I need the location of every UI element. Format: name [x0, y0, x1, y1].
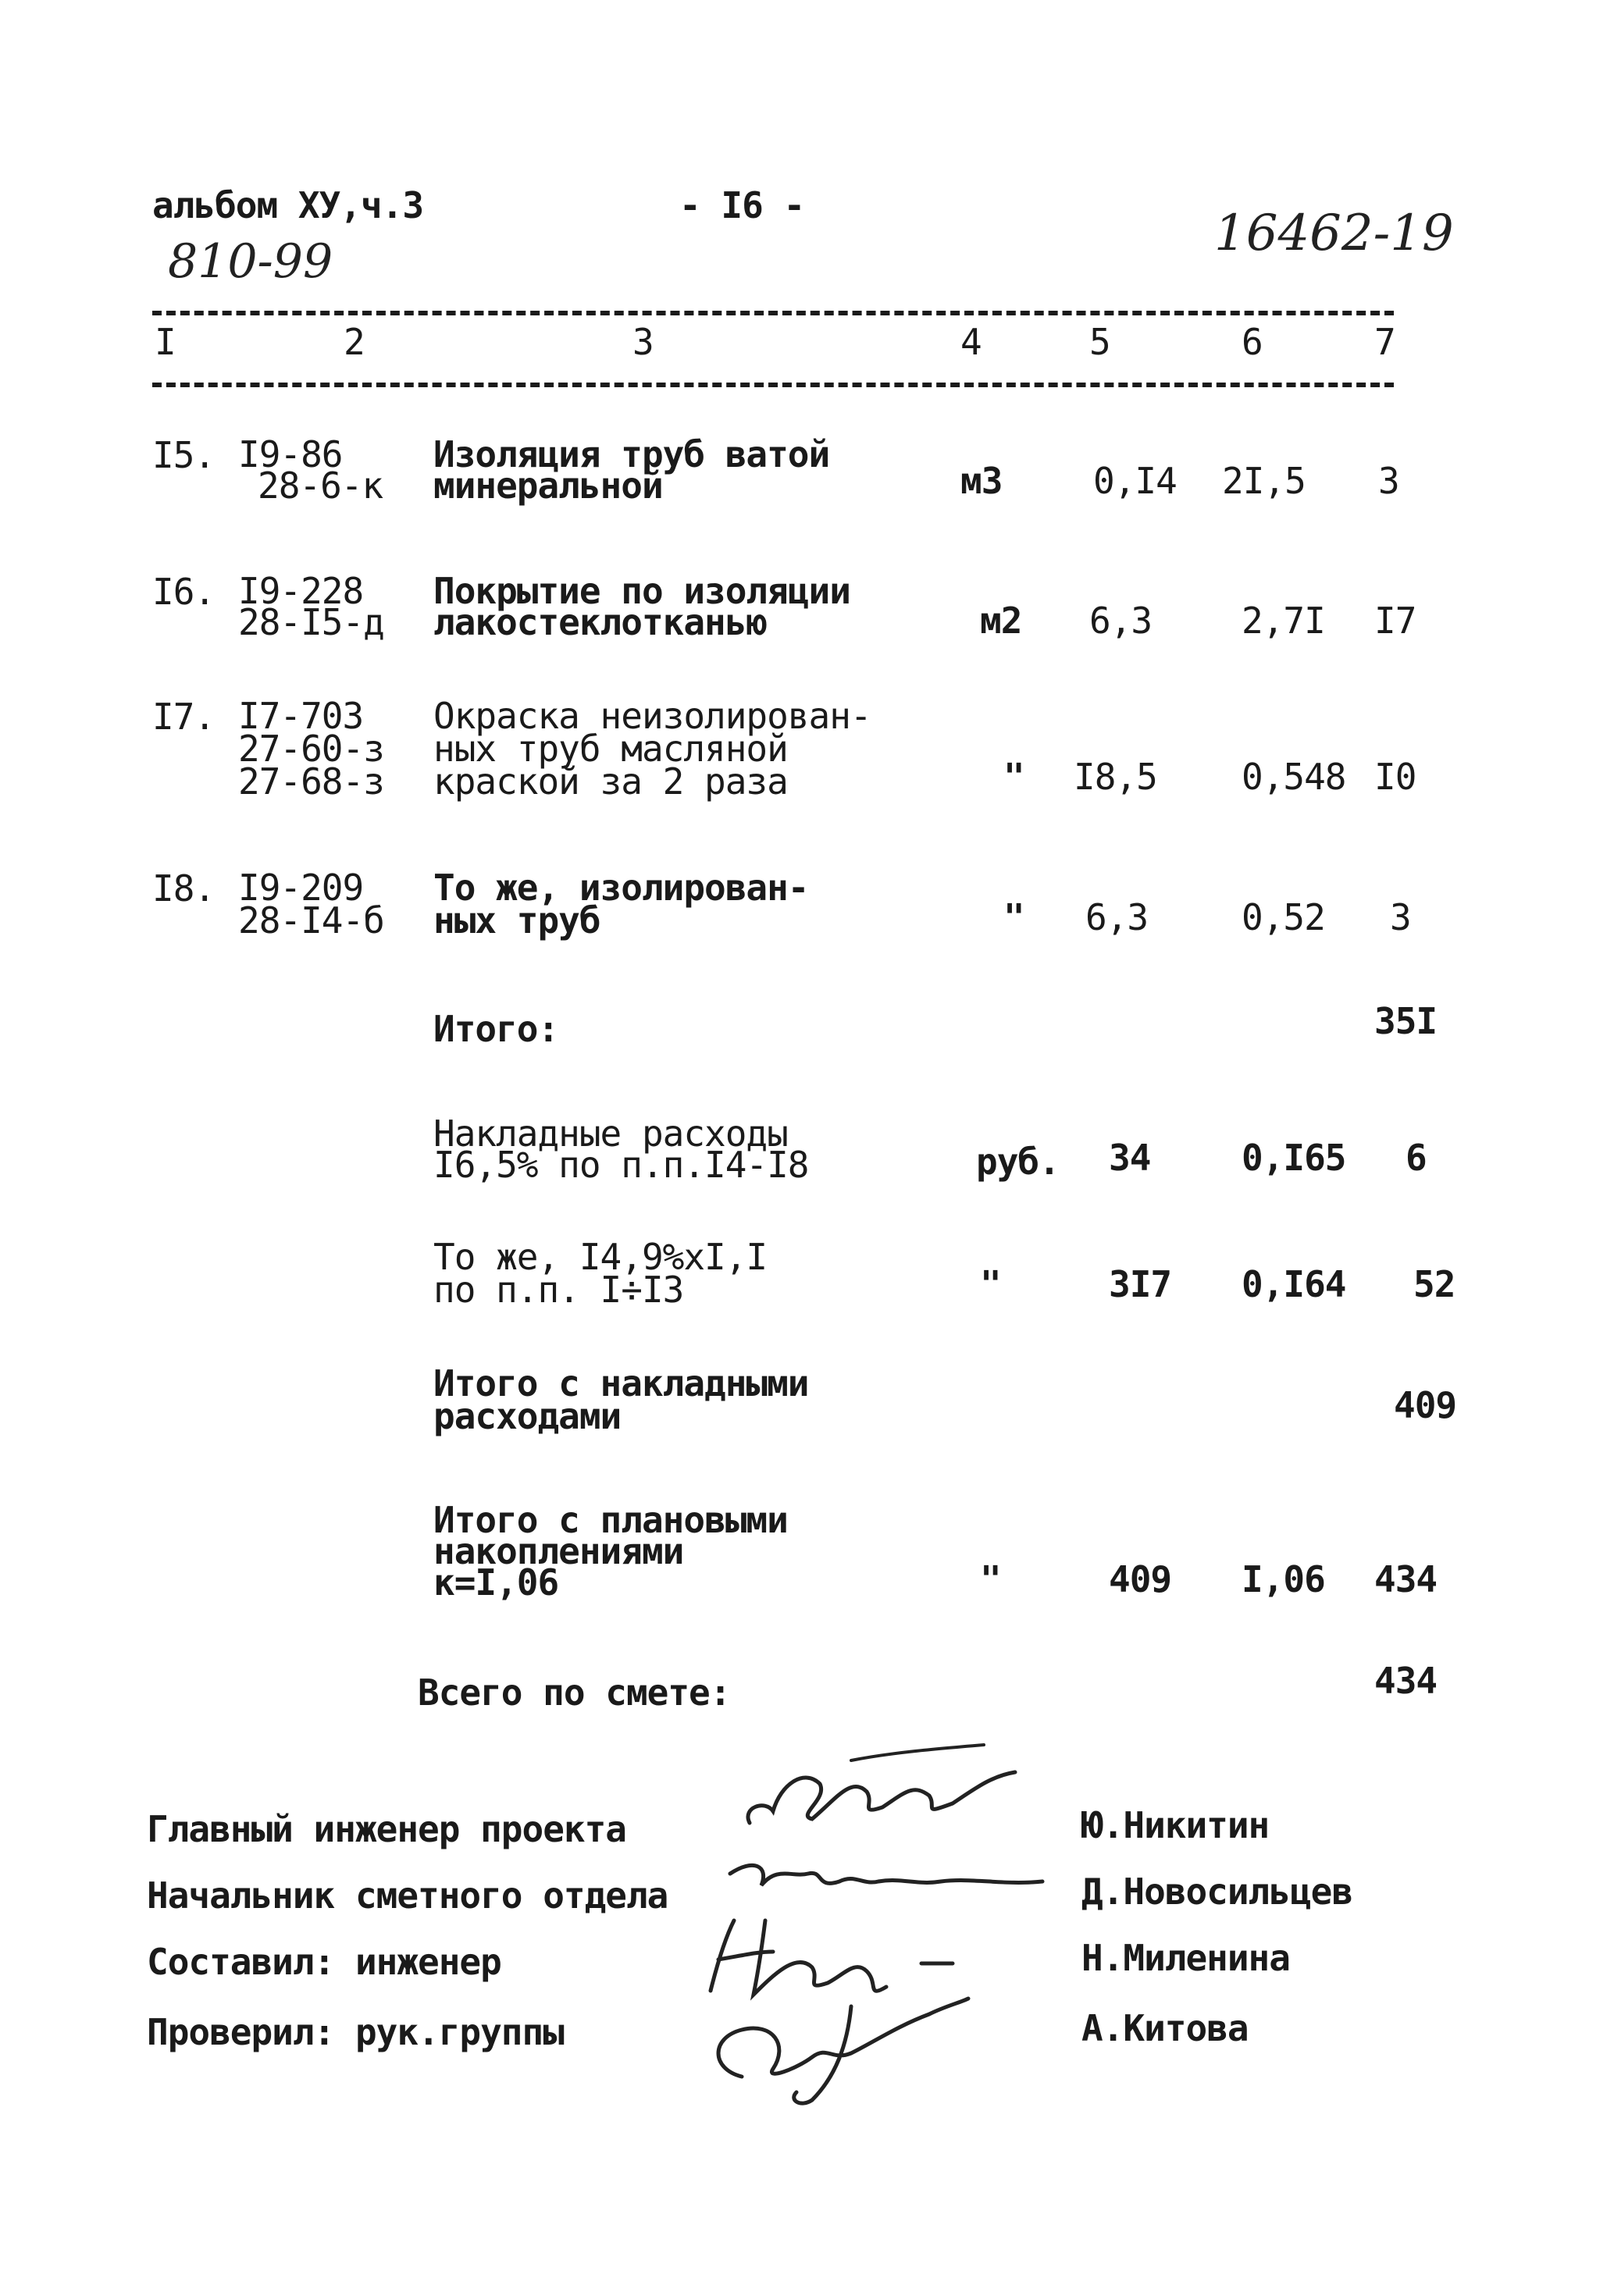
summary-total: 409: [1394, 1384, 1457, 1426]
row-unit: м2: [980, 600, 1022, 642]
signature-name-compiler: Н.Миленина: [1081, 1937, 1290, 1979]
row-code: I9-209: [238, 867, 364, 909]
row-code: 28-I5-д: [238, 601, 384, 643]
signature-role-chief-engineer: Главный инженер проекта: [147, 1808, 626, 1850]
summary-quantity: 34: [1109, 1137, 1151, 1179]
summary-price: 0,I65: [1242, 1137, 1346, 1179]
row-unit: ": [1003, 756, 1024, 798]
row-code: 27-60-з: [238, 728, 384, 770]
summary-unit: ": [980, 1263, 1001, 1305]
summary-label: Накладные расходы: [433, 1112, 788, 1155]
grand-total-label: Всего по смете:: [418, 1671, 731, 1714]
row-unit: м3: [960, 460, 1003, 502]
summary-price: 0,I64: [1242, 1263, 1346, 1305]
summary-total: 434: [1374, 1558, 1438, 1600]
row-price: 2I,5: [1222, 460, 1306, 502]
summary-unit: ": [980, 1558, 1001, 1600]
summary-label: I6,5% по п.п.I4-I8: [433, 1144, 809, 1186]
summary-label: накоплениями: [433, 1530, 684, 1572]
row-total: I0: [1374, 756, 1416, 798]
summary-total: 35I: [1374, 1000, 1438, 1042]
summary-quantity: 3I7: [1109, 1263, 1172, 1305]
row-total: 3: [1390, 896, 1411, 938]
row-description: Окраска неизолирован-: [433, 695, 871, 737]
summary-label: Итого с плановыми: [433, 1499, 788, 1541]
row-total: I7: [1374, 600, 1416, 642]
column-header-1: I: [155, 321, 176, 363]
row-price: 0,548: [1242, 756, 1346, 798]
row-number: I8.: [152, 867, 216, 910]
signature-name-chief-engineer: Ю.Никитин: [1081, 1804, 1270, 1846]
row-description: То же, изолирован-: [433, 867, 809, 909]
handwritten-signature-chief-engineer: [734, 1729, 1046, 1846]
column-header-7: 7: [1374, 321, 1395, 363]
row-description: краской за 2 раза: [433, 760, 788, 803]
row-quantity: 0,I4: [1093, 460, 1177, 502]
handwritten-signature-checker: [695, 1983, 976, 2108]
header-rule-top: [152, 311, 1394, 315]
summary-unit: руб.: [976, 1141, 1060, 1183]
signature-role-estimates-head: Начальник сметного отдела: [147, 1874, 668, 1917]
summary-label: по п.п. I÷I3: [433, 1269, 684, 1311]
signature-role-checker: Проверил: рук.группы: [147, 2011, 564, 2053]
row-code: 28-I4-б: [238, 899, 384, 942]
row-quantity: 6,3: [1085, 896, 1149, 938]
row-description: лакостеклотканью: [433, 601, 768, 643]
row-unit: ": [1003, 896, 1024, 938]
column-header-3: 3: [632, 321, 654, 363]
row-price: 2,7I: [1242, 600, 1325, 642]
row-code: I7-703: [238, 695, 364, 737]
handwritten-signature-estimates-head: [722, 1842, 1050, 1913]
album-label: альбом XУ,ч.3: [152, 184, 424, 226]
row-number: I6.: [152, 571, 216, 613]
summary-quantity: 409: [1109, 1558, 1172, 1600]
summary-label: к=I,06: [433, 1561, 559, 1604]
row-number: I5.: [152, 434, 216, 476]
row-price: 0,52: [1242, 896, 1325, 938]
signature-name-estimates-head: Д.Новосильцев: [1081, 1871, 1353, 1913]
summary-total: 52: [1413, 1263, 1455, 1305]
page-number: - I6 -: [679, 184, 805, 226]
grand-total-value: 434: [1374, 1660, 1438, 1702]
doc-handwritten-number: 16462-19: [1214, 205, 1454, 262]
row-code: 27-68-з: [238, 760, 384, 803]
row-description: Изоляция труб ватой: [433, 433, 830, 475]
album-handwritten-number: 810-99: [168, 234, 333, 289]
row-description: минеральной: [433, 465, 663, 507]
row-code: 28-6-к: [258, 465, 383, 507]
summary-label: То же, I4,9%хI,I: [433, 1236, 768, 1278]
row-number: I7.: [152, 696, 216, 738]
row-description: ных труб: [433, 899, 600, 942]
row-code: I9-228: [238, 570, 364, 612]
signature-name-checker: А.Китова: [1081, 2007, 1249, 2049]
summary-label: расходами: [433, 1395, 622, 1437]
column-header-4: 4: [960, 321, 982, 363]
row-quantity: 6,3: [1089, 600, 1153, 642]
row-description: ных труб масляной: [433, 728, 788, 770]
row-code: I9-86: [238, 433, 343, 475]
row-quantity: I8,5: [1074, 756, 1157, 798]
signature-role-compiler: Составил: инженер: [147, 1941, 501, 1983]
summary-total: 6: [1406, 1137, 1427, 1179]
summary-price: I,06: [1242, 1558, 1325, 1600]
column-header-2: 2: [344, 321, 365, 363]
row-description: Покрытие по изоляции: [433, 570, 850, 612]
column-header-6: 6: [1242, 321, 1263, 363]
column-header-5: 5: [1089, 321, 1110, 363]
header-rule-bottom: [152, 383, 1394, 387]
summary-label: Итого:: [433, 1008, 559, 1050]
row-total: 3: [1378, 460, 1399, 502]
summary-label: Итого с накладными: [433, 1362, 809, 1404]
